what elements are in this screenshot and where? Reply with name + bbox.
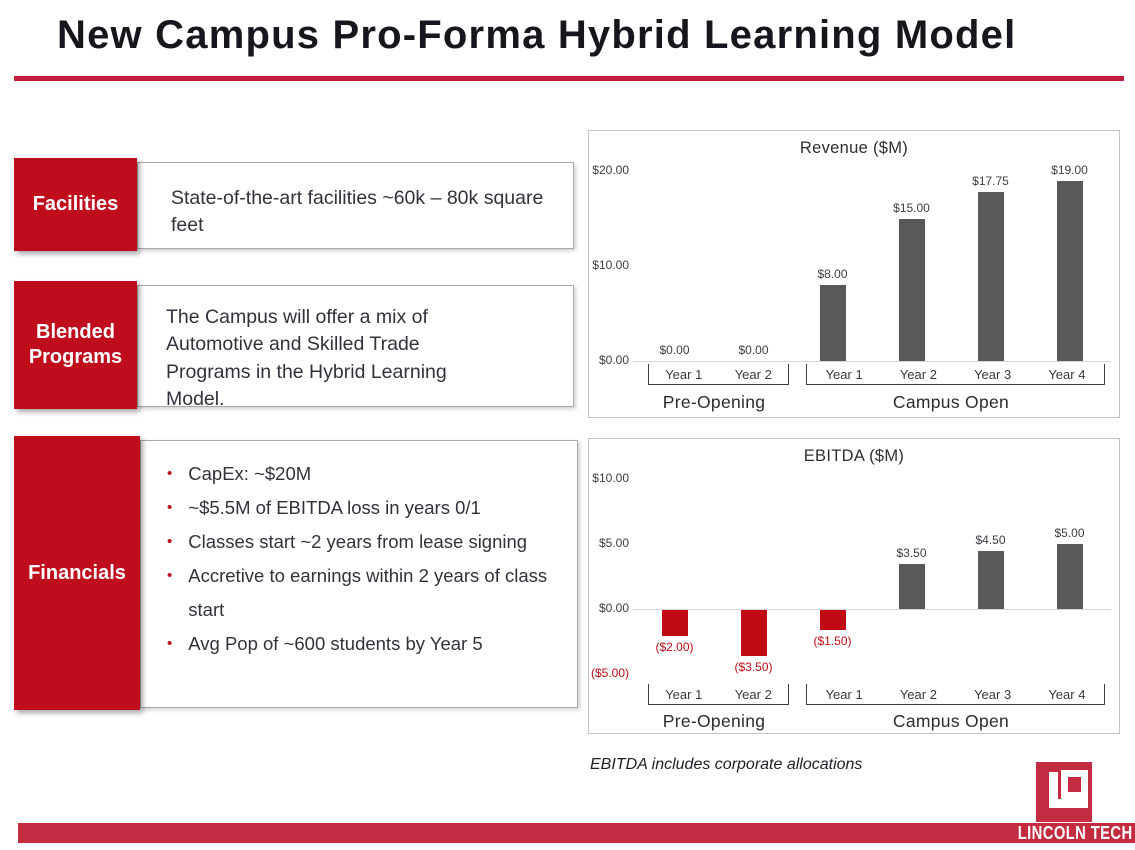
bullet-dot: • — [167, 533, 173, 551]
category-label: Year 2 — [899, 367, 937, 382]
financials-tag: Financials — [14, 436, 140, 710]
bullet-item — [161, 525, 567, 559]
bar-value-label: ($1.50) — [813, 633, 852, 648]
bar-value-label: $15.00 — [893, 200, 930, 215]
bar-value-label: $4.50 — [975, 532, 1006, 547]
negative-bar — [662, 610, 688, 636]
bar-value-label: $0.00 — [738, 343, 769, 357]
category-label: Year 1 — [665, 367, 703, 382]
group-label: Campus Open — [892, 392, 1010, 412]
bar — [899, 219, 925, 362]
bullet-item — [161, 491, 567, 525]
y-tick-label: $0.00 — [598, 353, 629, 367]
bullet-text: Classes start ~2 years from lease signing — [188, 531, 528, 553]
y-tick-label: ($5.00) — [590, 666, 629, 680]
negative-bar — [820, 610, 846, 630]
bullet-dot: • — [167, 567, 173, 585]
bar-value-label: $5.00 — [1054, 526, 1085, 540]
facilities-tag: Facilities — [14, 158, 137, 251]
bar-value-label: ($3.50) — [734, 659, 773, 674]
bullet-item — [161, 627, 567, 661]
category-bracket — [648, 684, 789, 705]
brand-bar — [18, 823, 1135, 843]
x-axis-line — [633, 361, 1111, 362]
blended-programs-tag: Blended Programs — [14, 281, 137, 409]
x-axis-line — [633, 609, 1111, 610]
page-title: New Campus Pro-Forma Hybrid Learning Model — [57, 13, 1017, 57]
y-tick-label: $10.00 — [592, 471, 629, 485]
category-bracket — [806, 684, 1105, 705]
category-bracket — [806, 364, 1105, 385]
bar — [899, 564, 925, 610]
chart-title: EBITDA ($M) — [803, 447, 905, 465]
facilities-text: State-of-the-art facilities ~60k – 80k square feet — [171, 187, 544, 237]
group-label: Campus Open — [892, 711, 1010, 731]
y-tick-label: $20.00 — [592, 163, 629, 177]
category-label: Year 4 — [1048, 367, 1086, 382]
bullet-dot: • — [167, 465, 173, 482]
bar-value-label: $8.00 — [817, 267, 848, 281]
negative-bar — [741, 610, 767, 656]
y-tick-label: $0.00 — [598, 601, 629, 615]
category-label: Year 1 — [665, 687, 703, 702]
category-label: Year 1 — [825, 367, 863, 382]
financials-card — [140, 440, 578, 708]
bar-value-label: $19.00 — [1051, 162, 1088, 177]
footnote: EBITDA includes corporate allocations — [590, 756, 863, 773]
bar-value-label: $17.75 — [972, 174, 1009, 189]
bar — [978, 192, 1004, 361]
bar-value-label: $3.50 — [896, 545, 927, 560]
category-label: Year 3 — [974, 687, 1012, 702]
category-label: Year 4 — [1048, 687, 1086, 702]
blended-programs-text: The Campus will offer a mix of Automotive and Skilled Trade Programs in the Hybrid Learning Model. — [166, 306, 447, 410]
bullet-dot: • — [167, 635, 173, 653]
financials-bullet-list — [161, 457, 567, 661]
y-tick-label: $5.00 — [598, 536, 629, 550]
group-label: Pre-Opening — [662, 711, 766, 731]
revenue-chart — [588, 130, 1120, 418]
brand-name: LINCOLN TECH — [1017, 822, 1133, 843]
bullet-text: ~$5.5M of EBITDA loss in years 0/1 — [188, 497, 481, 519]
bullet-text: CapEx: ~$20M — [188, 463, 312, 484]
bar — [820, 285, 846, 361]
bar-value-label: $0.00 — [659, 343, 690, 357]
category-label: Year 2 — [734, 367, 772, 382]
bar-value-label: ($2.00) — [655, 640, 694, 654]
blended-programs-card — [137, 285, 574, 410]
category-label: Year 2 — [899, 687, 937, 702]
chart-title: Revenue ($M) — [799, 139, 909, 157]
category-bracket — [648, 364, 789, 385]
bar — [1057, 181, 1083, 362]
bullet-item — [161, 559, 567, 627]
facilities-card — [137, 162, 574, 249]
lincoln-tech-logo — [1036, 762, 1092, 822]
bullet-dot: • — [167, 499, 173, 517]
bullet-item — [161, 457, 567, 491]
category-label: Year 1 — [825, 687, 863, 702]
category-label: Year 2 — [734, 687, 772, 702]
bullet-text: Avg Pop of ~600 students by Year 5 — [188, 633, 483, 655]
y-tick-label: $10.00 — [592, 258, 629, 272]
bullet-text: Accretive to earnings within 2 years of class start — [188, 565, 548, 621]
bar — [1057, 544, 1083, 609]
bar — [978, 551, 1004, 610]
ebitda-chart — [588, 438, 1120, 734]
category-label: Year 3 — [974, 367, 1012, 382]
title-underline — [14, 76, 1124, 81]
group-label: Pre-Opening — [662, 392, 766, 412]
